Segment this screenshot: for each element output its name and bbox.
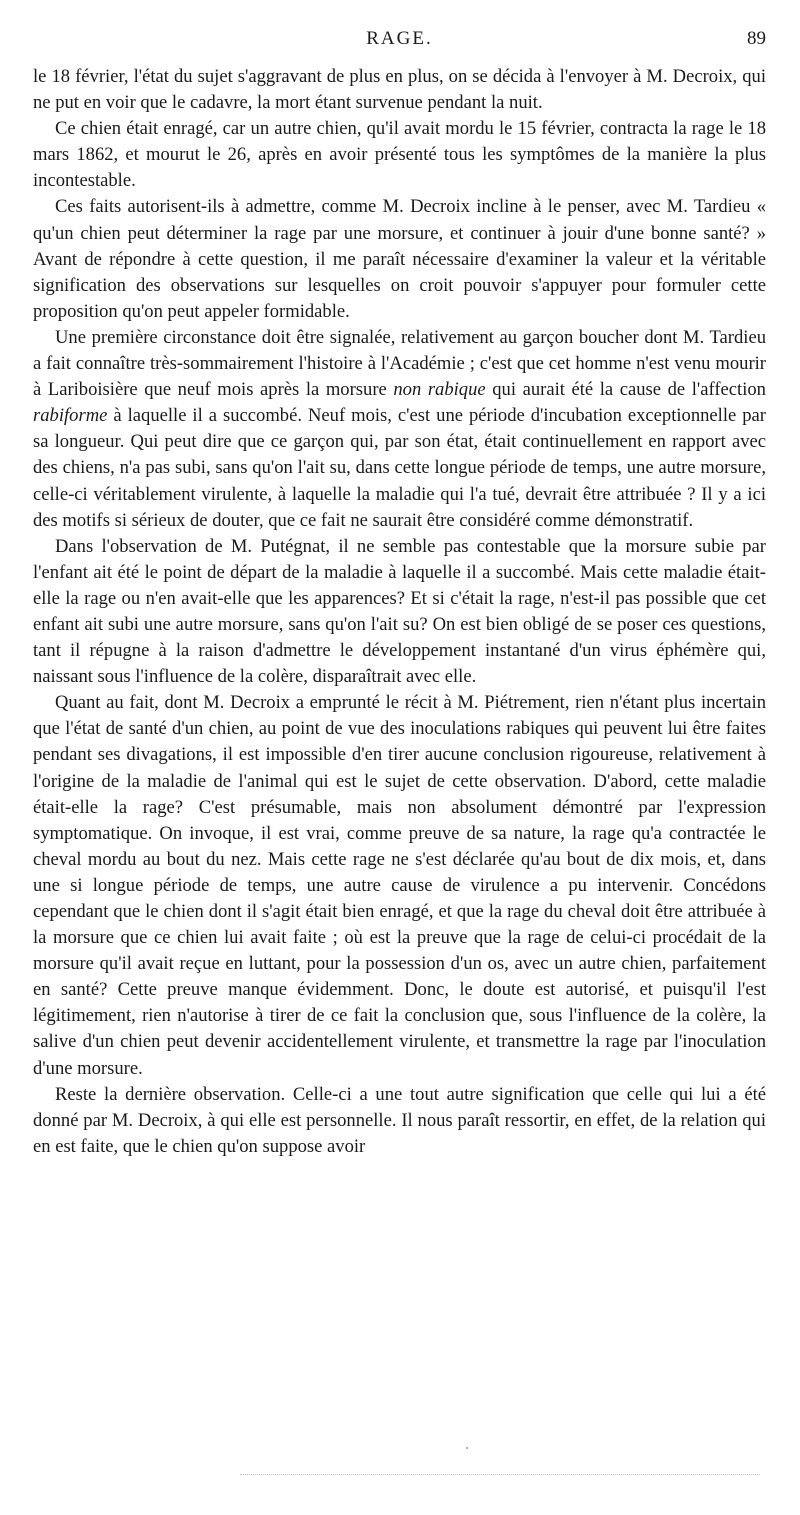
text-run: qui aurait été la cause de l'affection <box>485 379 766 401</box>
italic-term: rabiforme <box>33 405 108 427</box>
text-run: Quant au fait, dont M. Decroix a emprunté le récit à M. Piétrement, rien n'étant plus incertain que l'état de santé d'un chien, au point de vue des inoculations rabiques qui peuvent lui être faites pendant ses divagations, il est impossible d'en tirer aucune conclusion rigoureuse, relativement à l'origine de la maladie de l'animal qui est le sujet de cette observation. D'abord, cette maladie était-elle la rage? C'est présumable, mais non absolument démontré par l'expression symptomatique. On invoque, il est vrai, comme preuve de sa nature, la rage qu'a contractée le cheval mordu au bout du nez. Mais cette rage ne s'est déclarée qu'au bout de dix mois, et, dans une si longue période de temps, une autre cause de virulence a pu intervenir. Concédons cependant que le chien dont il s'agit était bien enragé, et que la rage du cheval doit être attribuée à la morsure que ce chien lui avait faite ; où est la preuve que la rage de celui-ci procédait de la morsure qu'il avait reçue en luttant, pour la possession d'un os, avec un autre chien, parfaitement en santé? Cette preuve manque évidemment. Donc, le doute est autorisé, et puisqu'il l'est légitimement, rien n'autorise à tirer de ce fait la conclusion que, sous l'influence de la colère, la salive d'un chien peut devenir accidentellement virulente, et transmettre la rage par l'inoculation d'une morsure. <box>33 692 766 1079</box>
text-run: à laquelle il a succombé. Neuf mois, c'est une période d'incubation exceptionnelle par sa longueur. Qui peut dire que ce garçon qui, par son état, était continuellement en rapport avec des chiens, n'a pas subi, sans qu'on l'ait su, dans cette longue période de temps, une autre morsure, celle-ci véritablement virulente, à laquelle la maladie qui l'a tué, devrait être attribuée ? Il y a ici des motifs si sérieux de douter, que ce fait ne saurait être considéré comme démonstratif. <box>33 405 766 531</box>
paragraph <box>33 1082 766 1160</box>
paragraph <box>33 325 766 534</box>
running-head <box>33 28 766 64</box>
print-speck <box>466 1447 468 1449</box>
paragraph-continuation <box>33 64 766 116</box>
paragraph <box>33 116 766 194</box>
text-run: le 18 février, l'état du sujet s'aggravant de plus en plus, on se décida à l'envoyer à M. Decroix, qui ne put en voir que le cadavre, la mort étant survenue pendant la nuit. <box>33 66 766 114</box>
page-number: 89 <box>747 28 766 49</box>
body-text <box>33 64 766 1160</box>
text-run: Ces faits autorisent-ils à admettre, comme M. Decroix incline à le penser, avec M. Tardieu « qu'un chien peut déterminer la rage par une morsure, et continuer à jouir d'une bonne santé? » Avant de répondre à cette question, il me paraît nécessaire d'examiner la valeur et la véritable signification des observations sur lesquelles on croit pouvoir s'appuyer pour formuler cette proposition qu'on peut appeler formidable. <box>33 196 766 322</box>
italic-term: non rabique <box>393 379 486 401</box>
text-run: Une première circonstance doit être signalée, relativement au garçon boucher dont M. Tardieu a fait connaître très-sommairement l'histoire à l'Académie ; c'est que cet homme n'est venu mourir à Lariboisière que neuf mois après la morsure <box>33 326 766 401</box>
running-title: RAGE. <box>366 28 433 49</box>
paragraph <box>33 534 766 691</box>
document-page <box>33 28 766 1160</box>
paragraph <box>33 194 766 324</box>
text-run: Ce chien était enragé, car un autre chien, qu'il avait mordu le 15 février, contracta la rage le 18 mars 1862, et mourut le 26, après en avoir présenté tous les symptômes de la manière la plus incontestable. <box>33 118 766 192</box>
text-run: Reste la dernière observation. Celle-ci a une tout autre signification que celle qui lui a été donné par M. Decroix, à qui elle est personnelle. Il nous paraît ressortir, en effet, de la relation qui en est faite, que le chien qu'on suppose avoir <box>33 1083 766 1157</box>
print-bleed-line <box>240 1474 760 1477</box>
paragraph <box>33 690 766 1081</box>
text-run: Dans l'observation de M. Putégnat, il ne semble pas contestable que la morsure subie par l'enfant ait été le point de départ de la maladie à laquelle il a succombé. Mais cette maladie était-elle la rage ou n'en avait-elle que les apparences? Et si c'était la rage, n'est-il pas possible que cet enfant ait subi une autre morsure, sans qu'on l'ait su? On est bien obligé de se poser ces questions, tant il répugne à la raison d'admettre le développement instantané d'un virus éphémère qui, naissant sous l'influence de la colère, disparaîtrait avec elle. <box>33 535 766 688</box>
